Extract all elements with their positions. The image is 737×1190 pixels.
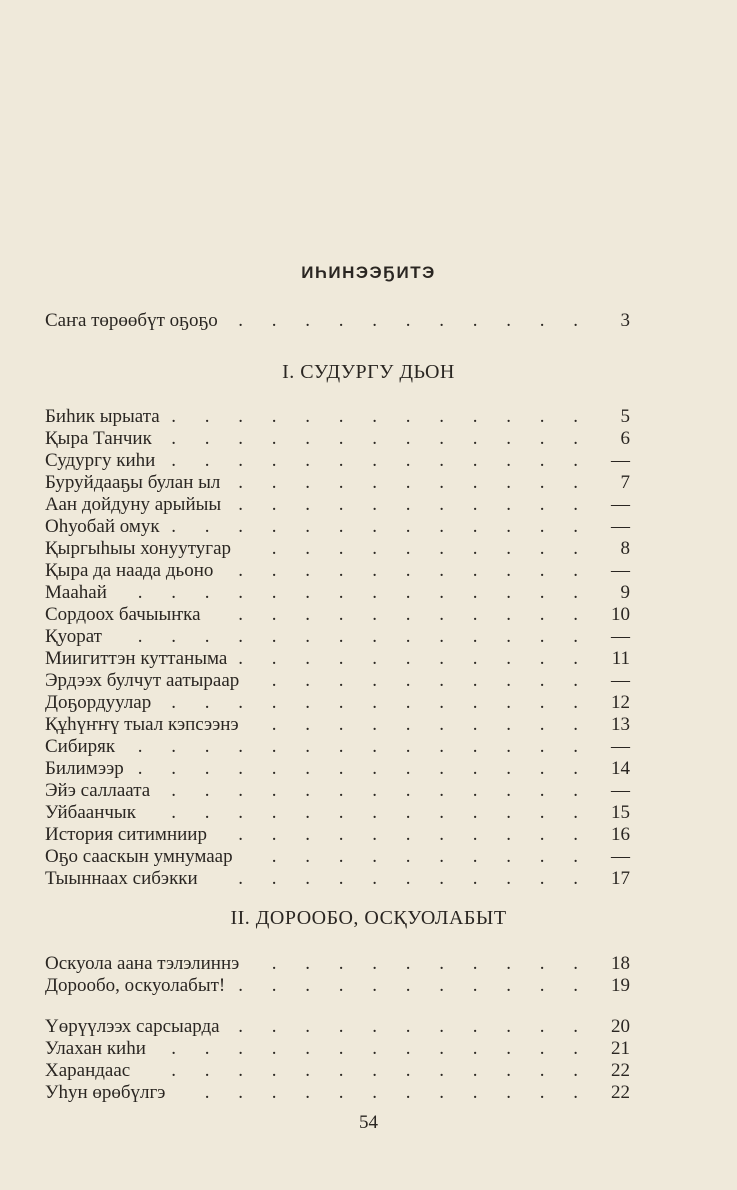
toc-entry-page: 11 (611, 648, 630, 669)
toc-entry-title: Оҕо сааскын умнумаар (45, 846, 233, 867)
toc-entry (45, 824, 630, 846)
toc-entry (45, 1082, 630, 1104)
toc-entry-page: 21 (611, 1038, 630, 1059)
dot-leader: . . . . . . . . . . . . . (171, 780, 590, 801)
toc-entry-page: 10 (611, 604, 630, 625)
dot-leader: . . . . . . . . . . . . . (171, 406, 590, 427)
toc-entry (45, 648, 630, 670)
dot-leader: . . . . . . . . . . . . . (171, 802, 590, 823)
dot-leader: . . . . . . . . . . (271, 670, 590, 691)
toc-entry-title: Тыыннаах сибэкки (45, 868, 198, 889)
toc-entry (45, 406, 630, 428)
toc-entry-page: — (611, 846, 630, 867)
toc-entry-page: 14 (611, 758, 630, 779)
toc-entry-title: Дорообо, оскуолабыт! (45, 975, 226, 996)
toc-entry-title: Уйбаанчык (45, 802, 136, 823)
toc-entry (45, 714, 630, 736)
toc-entry (45, 846, 630, 868)
toc-entry (45, 975, 630, 997)
dot-leader: . . . . . . . . . . (271, 714, 590, 735)
toc-entry-page: 3 (620, 310, 630, 331)
toc-entry (45, 953, 630, 975)
dot-leader: . . . . . . . . . . (271, 953, 590, 974)
toc-entry-title: История ситимниир (45, 824, 207, 845)
dot-leader: . . . . . . . . . . . (238, 310, 590, 331)
toc-entry-title: Уһун өрөбүлгэ (45, 1082, 166, 1103)
toc-entry (45, 736, 630, 758)
toc-entry-page: — (611, 516, 630, 537)
dot-leader: . . . . . . . . . . . (238, 604, 590, 625)
page-number: 54 (359, 1112, 378, 1133)
toc-entry-page: 20 (611, 1016, 630, 1037)
toc-entry-title: Оһуобай омук (45, 516, 160, 537)
toc-entry-page: 13 (611, 714, 630, 735)
toc-entry (45, 604, 630, 626)
toc-entry-title: Қуорат (45, 626, 102, 647)
toc-entry-title: Саҥа төрөөбүт оҕоҕо (45, 310, 218, 331)
toc-entry (45, 560, 630, 582)
toc-entry-title: Миигиттэн куттаныма (45, 648, 228, 669)
toc-entry (45, 516, 630, 538)
toc-entry-page: — (611, 626, 630, 647)
dot-leader: . . . . . . . . . . . (238, 824, 590, 845)
toc-entry (45, 472, 630, 494)
toc-entry-title: Қыра Танчик (45, 428, 152, 449)
toc-entry-title: Аан дойдуну арыйыы (45, 494, 222, 515)
toc-entry-title: Мааһай (45, 582, 107, 603)
toc-entry-title: Эрдээх булчут аатыраар (45, 670, 240, 691)
toc-entry (45, 582, 630, 604)
toc-entry-page: — (611, 670, 630, 691)
toc-entry (45, 1038, 630, 1060)
toc-entry-title: Буруйдааҕы булан ыл (45, 472, 221, 493)
dot-leader: . . . . . . . . . . . . . (171, 428, 590, 449)
dot-leader: . . . . . . . . . . . (238, 1016, 590, 1037)
toc-entry-page: 5 (620, 406, 630, 427)
dot-leader: . . . . . . . . . . . . . (171, 516, 590, 537)
section-heading-2: II. ДОРООБО, ОСҚУОЛАБЫТ (230, 907, 507, 929)
toc-entry-intro (45, 310, 630, 332)
toc-entry (45, 670, 630, 692)
toc-entry (45, 494, 630, 516)
toc-entry-page: 19 (611, 975, 630, 996)
toc-entry-title: Биһик ырыата (45, 406, 160, 427)
dot-leader: . . . . . . . . . . . (238, 975, 590, 996)
dot-leader: . . . . . . . . . . . (238, 648, 590, 669)
dot-leader: . . . . . . . . . . . . . . (137, 758, 590, 779)
toc-entry-page: — (611, 560, 630, 581)
toc-entry-page: 8 (620, 538, 630, 559)
dot-leader: . . . . . . . . . . . (238, 868, 590, 889)
toc-entry (45, 538, 630, 560)
toc-entry-page: 9 (620, 582, 630, 603)
toc-entry (45, 428, 630, 450)
toc-entry-page: 6 (620, 428, 630, 449)
dot-leader: . . . . . . . . . . . . (204, 1082, 590, 1103)
toc-entry-title: Харандаас (45, 1060, 131, 1081)
toc-entry (45, 1060, 630, 1082)
toc-entry-page: — (611, 494, 630, 515)
toc-entry-title: Доҕордуулар (45, 692, 152, 713)
dot-leader: . . . . . . . . . . (271, 538, 590, 559)
toc-entry (45, 626, 630, 648)
dot-leader: . . . . . . . . . . . . . (171, 450, 590, 471)
dot-leader: . . . . . . . . . . (271, 846, 590, 867)
toc-entry (45, 1016, 630, 1038)
toc-entry-title: Қыра да наада дьоно (45, 560, 214, 581)
toc-entry-page: — (611, 736, 630, 757)
toc-entry (45, 868, 630, 890)
toc-entry-title: Судургу киһи (45, 450, 156, 471)
toc-entry-title: Құһүҥҥү тыал кэпсээнэ (45, 714, 239, 735)
toc-entry (45, 758, 630, 780)
section-heading-1: I. СУДУРГУ ДЬОН (282, 361, 455, 383)
toc-entry-page: 7 (620, 472, 630, 493)
dot-leader: . . . . . . . . . . . . . . (137, 626, 590, 647)
toc-entry (45, 802, 630, 824)
dot-leader: . . . . . . . . . . . . . (171, 1060, 590, 1081)
toc-entry-title: Билимээр (45, 758, 124, 779)
toc-entry-page: 17 (611, 868, 630, 889)
dot-leader: . . . . . . . . . . . (238, 494, 590, 515)
toc-entry-title: Қыргыһыы хонуутугар (45, 538, 232, 559)
toc-entry-page: — (611, 780, 630, 801)
toc-entry (45, 780, 630, 802)
toc-entry-title: Сордоох бачыыҥка (45, 604, 201, 625)
toc-entry-page: 12 (611, 692, 630, 713)
toc-entry-title: Үөрүүлээх сарсыарда (45, 1016, 220, 1037)
toc-entry-title: Сибиряк (45, 736, 116, 757)
dot-leader: . . . . . . . . . . . . . . (137, 582, 590, 603)
dot-leader: . . . . . . . . . . . (238, 472, 590, 493)
toc-entry-page: — (611, 450, 630, 471)
contents-title: ИҺИНЭЭҔИТЭ (301, 263, 436, 282)
toc-entry (45, 450, 630, 472)
toc-entry-page: 22 (611, 1082, 630, 1103)
toc-entry-title: Эйэ саллаата (45, 780, 151, 801)
dot-leader: . . . . . . . . . . . (238, 560, 590, 581)
toc-entry-title: Улахан киһи (45, 1038, 146, 1059)
dot-leader: . . . . . . . . . . . . . (171, 692, 590, 713)
dot-leader: . . . . . . . . . . . . . . (137, 736, 590, 757)
toc-entry (45, 692, 630, 714)
toc-entry-page: 15 (611, 802, 630, 823)
toc-entry-title: Оскуола аана тэлэлиннэ (45, 953, 240, 974)
dot-leader: . . . . . . . . . . . . . (171, 1038, 590, 1059)
toc-entry-page: 18 (611, 953, 630, 974)
toc-entry-page: 16 (611, 824, 630, 845)
toc-entry-page: 22 (611, 1060, 630, 1081)
